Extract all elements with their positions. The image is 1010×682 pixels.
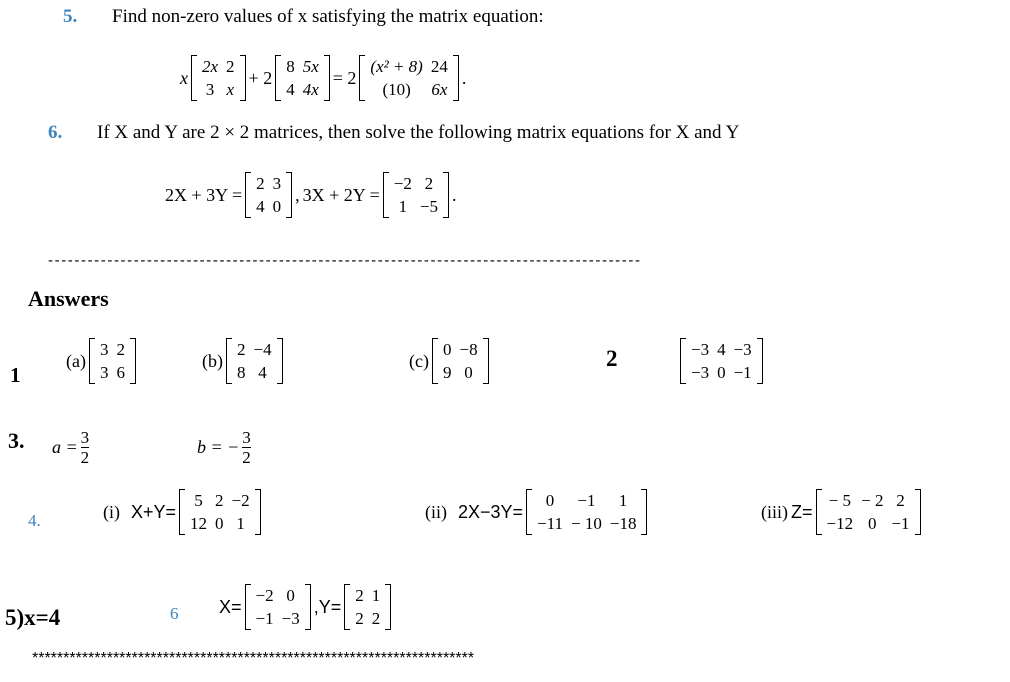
matrix-cell: −2	[393, 174, 412, 193]
matrix-cell: 2	[896, 491, 905, 510]
matrix-cell: −1	[733, 363, 752, 382]
answer-1-number: 1	[10, 363, 21, 387]
answer-4ii-label: (ii)	[425, 501, 447, 522]
answer-3a	[52, 428, 89, 467]
matrix-cell: 4x	[302, 80, 319, 99]
matrix-cell: 3	[99, 340, 109, 359]
matrix-cell: 1	[618, 491, 628, 510]
answer-4i-label: (i)	[103, 501, 120, 522]
matrix-cell: 12	[190, 514, 208, 533]
matrix-cell: 0	[442, 340, 452, 359]
matrix-cell: − 10	[571, 514, 602, 533]
answer-1c	[409, 338, 489, 384]
matrix-cell: − 5	[828, 491, 851, 510]
q5-matrix-c	[359, 55, 458, 101]
answer-3a-fraction	[81, 428, 90, 467]
matrix-cell: 2	[355, 586, 364, 605]
matrix-cell: 4	[256, 197, 265, 216]
matrix-cell: 1	[236, 514, 245, 533]
q6-end: .	[451, 184, 457, 205]
answer-5: 5)x=4	[5, 605, 61, 630]
matrix-cell: (10)	[382, 80, 411, 99]
matrix-cell: 0	[868, 514, 877, 533]
answer-6-y-matrix	[344, 584, 391, 630]
answer-3b-numerator: 3	[242, 428, 251, 447]
q5-lhs-var: x	[180, 67, 188, 88]
answer-2	[680, 338, 763, 384]
answer-1a-label: (a)	[66, 350, 86, 371]
answer-1c-matrix	[432, 338, 489, 384]
answer-4i-matrix	[179, 489, 261, 535]
matrix-cell: 2	[371, 609, 381, 628]
q5-equals: = 2	[332, 67, 357, 88]
matrix-cell: 1	[398, 197, 408, 216]
matrix-cell: 4	[286, 80, 295, 99]
answer-1a	[66, 338, 136, 384]
matrix-cell: 6x	[431, 80, 448, 99]
answer-3a-numerator: 3	[80, 428, 90, 447]
q5-matrix-b	[275, 55, 330, 101]
answer-3b-fraction	[242, 428, 251, 467]
answer-6-number: 6	[170, 604, 179, 623]
matrix-cell: 24	[430, 57, 448, 76]
matrix-cell: 2	[256, 174, 265, 193]
q5-number: 5.	[63, 6, 78, 27]
matrix-cell: 5x	[302, 57, 319, 76]
matrix-cell: 2	[355, 609, 364, 628]
answer-3b-denominator: 2	[242, 448, 251, 467]
matrix-cell: −3	[733, 340, 752, 359]
matrix-cell: −4	[253, 340, 272, 359]
answer-6-x-lhs: X=	[219, 596, 242, 617]
answer-3a-lhs: a =	[52, 437, 78, 457]
matrix-cell: −3	[691, 363, 710, 382]
answers-heading: Answers	[28, 286, 109, 311]
q6-matrix-2	[383, 172, 449, 218]
matrix-cell: −1	[891, 514, 910, 533]
answer-2-number: 2	[606, 346, 618, 371]
matrix-cell: 1	[371, 586, 381, 605]
q5-text: Find non-zero values of x satisfying the matrix equation:	[112, 6, 544, 27]
matrix-cell: −8	[459, 340, 478, 359]
matrix-cell: 4	[717, 340, 726, 359]
q5-end: .	[461, 67, 467, 88]
matrix-cell: 8	[237, 363, 246, 382]
matrix-cell: 2x	[202, 57, 219, 76]
answer-4-number: 4.	[28, 511, 41, 530]
footer-stars: ***********************************************************************	[32, 650, 475, 667]
answer-1b-matrix	[226, 338, 283, 384]
matrix-cell: 0	[215, 514, 224, 533]
q5-equation	[180, 55, 466, 101]
answer-3a-denominator: 2	[80, 448, 90, 467]
matrix-cell: −3	[281, 609, 300, 628]
q6-equations	[165, 172, 456, 218]
matrix-cell: 0	[286, 586, 295, 605]
matrix-cell: 4	[258, 363, 267, 382]
matrix-cell: 0	[717, 363, 726, 382]
matrix-cell: 0	[464, 363, 473, 382]
q6-text: If X and Y are 2 × 2 matrices, then solve the following matrix equations for X and Y	[97, 122, 740, 143]
matrix-cell: 6	[116, 363, 125, 382]
answer-6-x-matrix	[245, 584, 311, 630]
answer-1a-matrix	[89, 338, 136, 384]
matrix-cell: 5	[194, 491, 203, 510]
answer-6-y-lhs: ,Y=	[313, 596, 342, 617]
q6-eq2-label: 3X + 2Y =	[302, 184, 380, 205]
matrix-cell: x	[226, 80, 235, 99]
q6-comma: ,	[295, 184, 300, 205]
matrix-cell: −2	[231, 491, 250, 510]
matrix-cell: 2	[424, 174, 434, 193]
dashed-separator: ------------------------------------------------------------------------------------------	[48, 252, 642, 269]
matrix-cell: 2	[116, 340, 125, 359]
answer-1b-label: (b)	[202, 350, 223, 371]
matrix-cell: −2	[255, 586, 274, 605]
matrix-cell: −18	[609, 514, 637, 533]
q6-matrix-1	[245, 172, 292, 218]
answer-4iii-lhs: Z=	[791, 501, 813, 522]
answer-6	[219, 584, 391, 630]
answer-4ii	[425, 489, 647, 535]
answer-2-matrix	[680, 338, 763, 384]
matrix-cell: (x² + 8)	[370, 57, 423, 76]
answer-1c-label: (c)	[409, 350, 429, 371]
answer-4i	[103, 489, 261, 535]
q5-matrix-a	[191, 55, 246, 101]
matrix-cell: 2	[237, 340, 246, 359]
matrix-cell: 3	[272, 174, 282, 193]
matrix-cell: −11	[537, 514, 564, 533]
matrix-cell: 9	[442, 363, 452, 382]
matrix-cell: 0	[545, 491, 555, 510]
answer-3b	[197, 428, 251, 467]
matrix-cell: 0	[272, 197, 282, 216]
answer-1b	[202, 338, 283, 384]
matrix-cell: 2	[226, 57, 235, 76]
answer-4ii-lhs: 2X−3Y=	[458, 501, 524, 522]
answer-4iii-label: (iii)	[761, 501, 788, 522]
matrix-cell: 8	[286, 57, 295, 76]
matrix-cell: 3	[99, 363, 109, 382]
matrix-cell: 2	[215, 491, 224, 510]
matrix-cell: −1	[577, 491, 596, 510]
answer-3-number: 3.	[8, 428, 25, 453]
matrix-cell: −12	[826, 514, 854, 533]
matrix-cell: − 2	[861, 491, 884, 510]
answer-4iii	[761, 489, 921, 535]
q5-plus: + 2	[248, 67, 273, 88]
answer-4ii-matrix	[526, 489, 647, 535]
q6-number: 6.	[48, 122, 63, 143]
matrix-cell: −1	[255, 609, 274, 628]
matrix-cell: 3	[205, 80, 215, 99]
answer-4iii-matrix	[816, 489, 921, 535]
answer-4i-lhs: X+Y=	[131, 501, 177, 522]
q6-eq1-label: 2X + 3Y =	[165, 184, 243, 205]
answer-3b-lhs: b = −	[197, 437, 240, 457]
matrix-cell: −3	[691, 340, 710, 359]
matrix-cell: −5	[419, 197, 438, 216]
